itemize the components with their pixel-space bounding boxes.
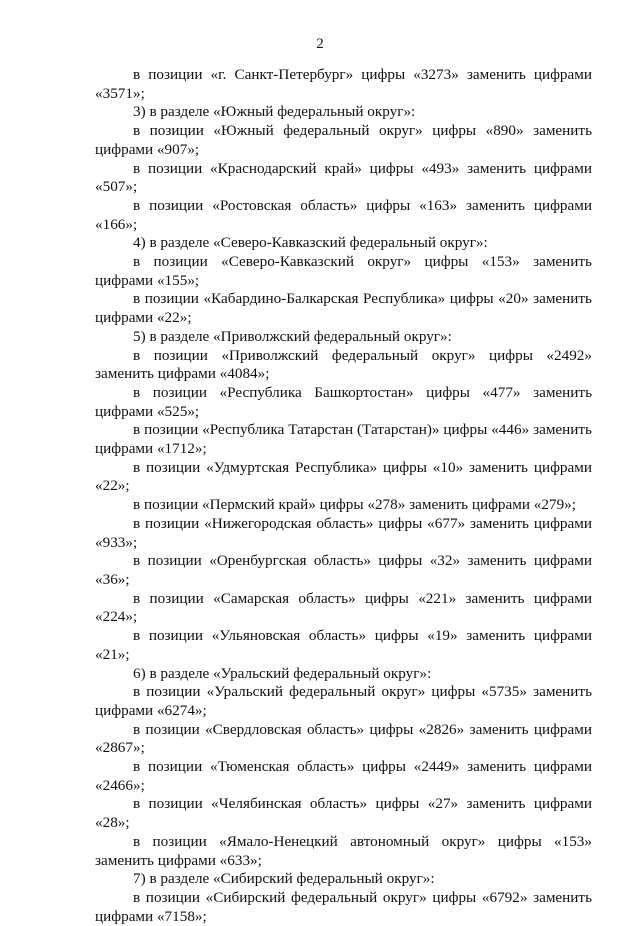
page-number: 2 <box>316 36 324 52</box>
paragraph-udmurtia: в позиции «Удмуртская Республика» цифры «10» заменить цифрами «22»; <box>95 458 592 495</box>
paragraph-spb: в позиции «г. Санкт-Петербург» цифры «3273» заменить цифрами «3571»; <box>95 66 592 102</box>
paragraph-samara: в позиции «Самарская область» цифры «221» заменить цифрами «224»; <box>95 589 592 626</box>
paragraph-volga-district: в позиции «Приволжский федеральный округ» цифры «2492» заменить цифрами «4084»; <box>95 346 592 383</box>
paragraph-ulyanovsk: в позиции «Ульяновская область» цифры «19» заменить цифрами «21»; <box>95 627 592 663</box>
paragraph-krasnodar: в позиции «Краснодарский край» цифры «493» заменить цифрами «507»; <box>95 159 592 196</box>
paragraph-north-caucasus-district: в позиции «Северо-Кавказский округ» цифры «153» заменить цифрами «155»; <box>95 253 592 289</box>
paragraph-tatarstan: в позиции «Республика Татарстан (Татарстан)» цифры «446» заменить цифрами «1712»; <box>95 421 592 458</box>
paragraph-orenburg: в позиции «Оренбургская область» цифры «32» заменить цифрами «36»; <box>95 552 592 588</box>
paragraph-yamalo-nenets: в позиции «Ямало-Ненецкий автономный округ» цифры «153» заменить цифрами «633»; <box>95 832 592 869</box>
paragraph-sverdlovsk: в позиции «Свердловская область» цифры «2826» заменить цифрами «2867»; <box>95 720 592 757</box>
section-heading-north-caucasus: 4) в разделе «Северо-Кавказский федеральный округ»: <box>133 234 488 252</box>
section-heading-south: 3) в разделе «Южный федеральный округ»: <box>133 103 416 121</box>
paragraph-chelyabinsk: в позиции «Челябинская область» цифры «27» заменить цифрами «28»; <box>95 795 592 832</box>
section-heading-siberia: 7) в разделе «Сибирский федеральный округ»: <box>133 870 435 888</box>
section-heading-ural: 6) в разделе «Уральский федеральный округ»: <box>133 664 432 682</box>
paragraph-ural-district: в позиции «Уральский федеральный округ» цифры «5735» заменить цифрами «6274»; <box>95 683 592 719</box>
document-body <box>95 66 592 926</box>
paragraph-nizhny-novgorod: в позиции «Нижегородская область» цифры «677» заменить цифрами «933»; <box>95 514 592 551</box>
paragraph-rostov: в позиции «Ростовская область» цифры «163» заменить цифрами «166»; <box>95 196 592 233</box>
paragraph-bashkortostan: в позиции «Республика Башкортостан» цифры «477» заменить цифрами «525»; <box>95 383 592 420</box>
paragraph-kabardino-balkaria: в позиции «Кабардино-Балкарская Республика» цифры «20» заменить цифрами «22»; <box>95 290 592 327</box>
paragraph-perm: в позиции «Пермский край» цифры «278» заменить цифрами «279»; <box>133 496 576 514</box>
section-heading-volga: 5) в разделе «Приволжский федеральный округ»: <box>133 327 452 345</box>
paragraph-siberia-district: в позиции «Сибирский федеральный округ» цифры «6792» заменить цифрами «7158»; <box>95 888 592 925</box>
paragraph-south-district: в позиции «Южный федеральный округ» цифры «890» заменить цифрами «907»; <box>95 122 592 158</box>
paragraph-tyumen: в позиции «Тюменская область» цифры «2449» заменить цифрами «2466»; <box>95 758 592 794</box>
